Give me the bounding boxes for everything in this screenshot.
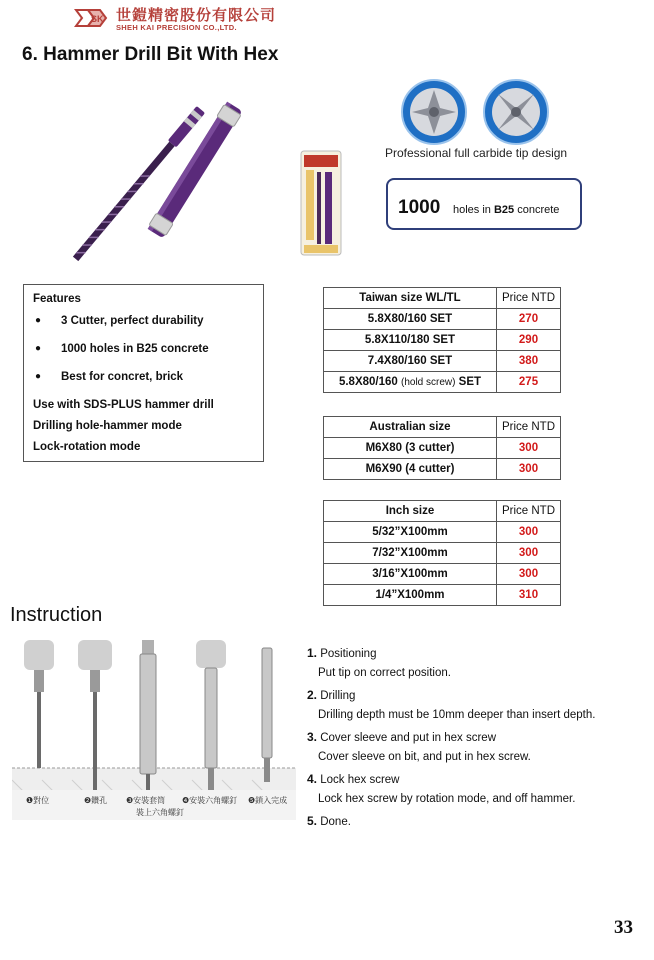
price-cell: 310 <box>497 585 561 606</box>
table-row <box>324 564 561 585</box>
bullet-icon: ● <box>35 371 42 382</box>
price-cell: 290 <box>497 330 561 351</box>
figure-label: ❹安裝六角螺釘 <box>182 796 238 805</box>
table-row <box>324 543 561 564</box>
price-cell: 300 <box>497 438 561 459</box>
bullet-icon: ● <box>35 315 42 326</box>
figure-label-sub: 裝上六角螺釘 <box>136 808 184 817</box>
step-detail: Put tip on correct position. <box>318 667 451 679</box>
feature-note: Drilling hole-hammer mode <box>33 420 182 432</box>
table-header-row <box>324 417 561 438</box>
size-cell: 7.4X80/160 SET <box>324 351 497 372</box>
size-cell: 7/32”X100mm <box>324 543 497 564</box>
svg-text:SK: SK <box>91 14 104 24</box>
package-photo <box>300 150 342 256</box>
carbide-tip-4-cutter-photo <box>482 78 550 146</box>
table-row <box>324 585 561 606</box>
feature-item: 3 Cutter, perfect durability <box>61 315 204 327</box>
step-title: 2. Drilling <box>307 688 356 702</box>
size-cell: 5/32”X100mm <box>324 522 497 543</box>
holes-description: holes in B25 concrete <box>453 204 560 216</box>
bullet-icon: ● <box>35 343 42 354</box>
size-cell: 3/16”X100mm <box>324 564 497 585</box>
step-title: 3. Cover sleeve and put in hex screw <box>307 730 497 744</box>
step-title: 5. Done. <box>307 814 351 828</box>
instruction-diagram <box>12 640 296 820</box>
instruction-title: Instruction <box>10 604 103 626</box>
size-cell: 5.8X80/160 (hold screw) SET <box>324 372 497 393</box>
table-row <box>324 372 561 393</box>
table-row <box>324 438 561 459</box>
table-header: Inch size <box>324 501 497 522</box>
price-header: Price NTD <box>497 288 561 309</box>
figure-label: ❷鑽孔 <box>84 796 108 805</box>
figure-label: ❶對位 <box>26 796 50 805</box>
holes-count: 1000 <box>398 197 441 218</box>
inch-size-table <box>323 500 561 606</box>
figure-label: ❸安裝套筒 <box>126 796 166 805</box>
company-name-cn: 世鎧精密股份有限公司 <box>116 6 277 24</box>
features-title: Features <box>33 293 81 305</box>
size-cell: M6X90 (4 cutter) <box>324 459 497 480</box>
table-header: Australian size <box>324 417 497 438</box>
price-cell: 300 <box>497 522 561 543</box>
australian-size-table <box>323 416 561 480</box>
feature-note: Lock-rotation mode <box>33 441 141 453</box>
step-detail: Cover sleeve on bit, and put in hex screw. <box>318 751 531 763</box>
step-detail: Drilling depth must be 10mm deeper than insert depth. <box>318 709 596 721</box>
company-name-en: SHEH KAI PRECISION CO.,LTD. <box>116 23 237 32</box>
price-cell: 300 <box>497 459 561 480</box>
drill-bit-photo <box>20 90 270 270</box>
feature-item: Best for concret, brick <box>61 371 184 383</box>
feature-item: 1000 holes in B25 concrete <box>61 343 209 355</box>
page-number: 33 <box>614 917 633 938</box>
feature-note: Use with SDS-PLUS hammer drill <box>33 399 214 411</box>
step-title: 4. Lock hex screw <box>307 772 400 786</box>
table-row <box>324 522 561 543</box>
taiwan-size-table <box>323 287 561 393</box>
table-row <box>324 309 561 330</box>
table-header-row <box>324 501 561 522</box>
price-cell: 275 <box>497 372 561 393</box>
price-header: Price NTD <box>497 417 561 438</box>
figure-label: ❺鎖入完成 <box>248 796 288 805</box>
price-cell: 300 <box>497 564 561 585</box>
page-title: 6. Hammer Drill Bit With Hex <box>22 44 279 65</box>
size-cell: 1/4”X100mm <box>324 585 497 606</box>
size-cell: 5.8X80/160 SET <box>324 309 497 330</box>
price-header: Price NTD <box>497 501 561 522</box>
price-cell: 380 <box>497 351 561 372</box>
carbide-tip-3-cutter-photo <box>400 78 468 146</box>
table-row <box>324 330 561 351</box>
company-logo-icon <box>74 6 112 30</box>
table-row <box>324 459 561 480</box>
size-cell: 5.8X110/180 SET <box>324 330 497 351</box>
table-header-row <box>324 288 561 309</box>
price-cell: 300 <box>497 543 561 564</box>
size-cell: M6X80 (3 cutter) <box>324 438 497 459</box>
table-row <box>324 351 561 372</box>
step-title: 1. Positioning <box>307 646 377 660</box>
step-detail: Lock hex screw by rotation mode, and off hammer. <box>318 793 576 805</box>
table-header: Taiwan size WL/TL <box>324 288 497 309</box>
carbide-tip-caption: Professional full carbide tip design <box>385 146 568 160</box>
price-cell: 270 <box>497 309 561 330</box>
